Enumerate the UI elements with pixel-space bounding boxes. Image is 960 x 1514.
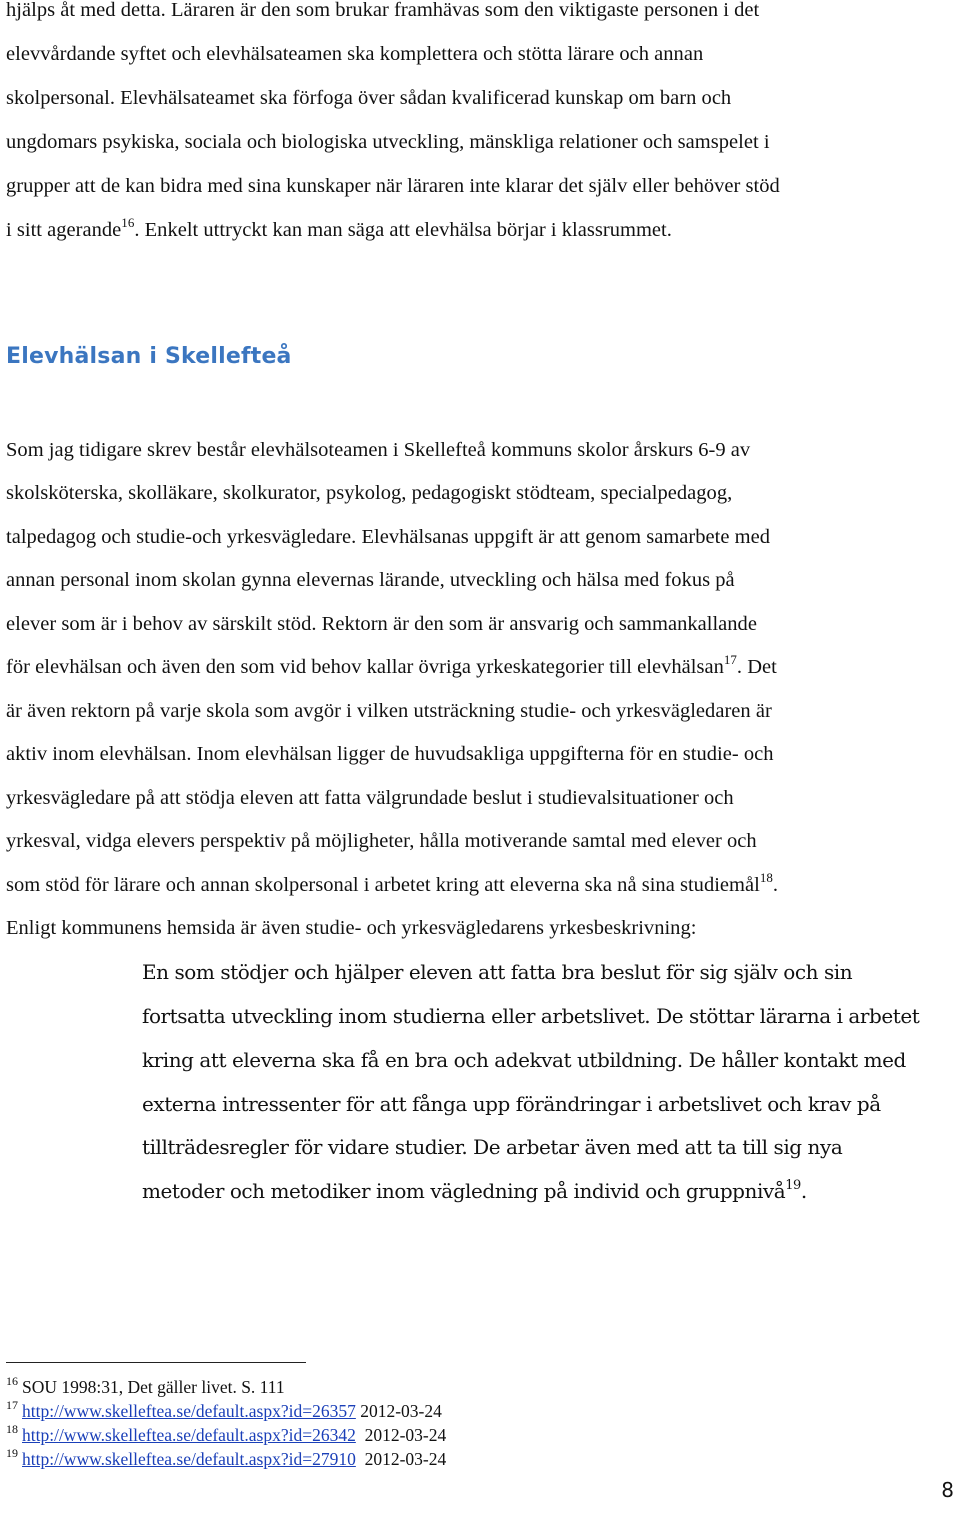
- footnote-ref: 16: [121, 215, 135, 230]
- quote-text: .: [800, 1179, 807, 1203]
- quote-line: [142, 1177, 807, 1205]
- footnote: [6, 1376, 285, 1398]
- footnote-link[interactable]: http://www.skelleftea.se/default.aspx?id=27910: [22, 1449, 356, 1469]
- body-line: yrkesval, vidga elevers perspektiv på möjligheter, hålla motiverande samtal med elever och: [6, 830, 757, 852]
- body-line: elevvårdande syftet och elevhälsateamen ska komplettera och stötta lärare och annan: [6, 43, 704, 65]
- footnote-separator: [6, 1362, 306, 1363]
- body-line: [6, 653, 777, 681]
- footnote-date: 2012-03-24: [355, 1449, 447, 1469]
- body-line: skolsköterska, skolläkare, skolkurator, psykolog, pedagogiskt stödteam, specialpedagog,: [6, 482, 733, 504]
- body-line: talpedagog och studie-och yrkesvägledare. Elevhälsanas uppgift är att genom samarbete med: [6, 526, 770, 548]
- body-line: aktiv inom elevhälsan. Inom elevhälsan ligger de huvudsakliga uppgifterna för en studie- och: [6, 743, 774, 765]
- body-line: Enligt kommunens hemsida är även studie- och yrkesvägledarens yrkesbeskrivning:: [6, 917, 697, 939]
- footnote-date: 2012-03-24: [355, 1401, 442, 1421]
- footnote-ref: 19: [785, 1178, 801, 1193]
- footnote-link[interactable]: http://www.skelleftea.se/default.aspx?id=26342: [22, 1425, 356, 1445]
- body-line: Som jag tidigare skrev består elevhälsoteamen i Skellefteå kommuns skolor årskurs 6-9 av: [6, 439, 751, 461]
- footnote-ref: 17: [723, 652, 737, 667]
- body-line: [6, 216, 672, 244]
- body-text: . Enkelt uttryckt kan man säga att elevhälsa börjar i klassrummet.: [134, 219, 672, 241]
- footnote-date: 2012-03-24: [355, 1425, 447, 1445]
- footnote: [6, 1448, 446, 1470]
- quote-text: metoder och metodiker inom vägledning på individ och gruppnivå: [142, 1179, 786, 1203]
- quote-line: tillträdesregler för vidare studier. De arbetar även med att ta till sig nya: [142, 1135, 843, 1159]
- footnote: [6, 1424, 446, 1446]
- body-text: . Det: [736, 656, 777, 678]
- body-line: [6, 871, 778, 899]
- body-line: grupper att de kan bidra med sina kunskaper när läraren inte klarar det själv eller behöver stöd: [6, 175, 780, 197]
- body-line: är även rektorn på varje skola som avgör i vilken utsträckning studie- och yrkesvägledaren är: [6, 700, 772, 722]
- body-text: för elevhälsan och även den som vid behov kallar övriga yrkeskategorier till elevhälsan: [6, 656, 724, 678]
- footnote-number: 16: [6, 1374, 18, 1388]
- body-text: .: [772, 874, 779, 896]
- body-line: skolpersonal. Elevhälsateamet ska förfoga över sådan kvalificerad kunskap om barn och: [6, 87, 732, 109]
- footnote-text: SOU 1998:31, Det gäller livet. S. 111: [22, 1377, 285, 1397]
- quote-line: kring att eleverna ska få en bra och adekvat utbildning. De håller kontakt med: [142, 1048, 906, 1072]
- page-number: 8: [941, 1478, 954, 1502]
- body-line: ungdomars psykiska, sociala och biologiska utveckling, mänskliga relationer och samspelet i: [6, 131, 770, 153]
- body-line: annan personal inom skolan gynna elevernas lärande, utveckling och hälsa med fokus på: [6, 569, 735, 591]
- footnote-number: 18: [6, 1422, 18, 1436]
- footnote-link[interactable]: http://www.skelleftea.se/default.aspx?id=26357: [22, 1401, 356, 1421]
- quote-line: fortsatta utveckling inom studierna eller arbetslivet. De stöttar lärarna i arbetet: [142, 1004, 920, 1028]
- quote-line: En som stödjer och hjälper eleven att fatta bra beslut för sig själv och sin: [142, 960, 853, 984]
- footnote-number: 17: [6, 1398, 18, 1412]
- body-text: i sitt agerande: [6, 219, 122, 241]
- body-text: som stöd för lärare och annan skolpersonal i arbetet kring att eleverna ska nå sina studiemål: [6, 874, 760, 896]
- footnote: [6, 1400, 442, 1422]
- quote-line: externa intressenter för att fånga upp förändringar i arbetslivet och krav på: [142, 1092, 881, 1116]
- footnote-ref: 18: [759, 870, 773, 885]
- body-line: elever som är i behov av särskilt stöd. Rektorn är den som är ansvarig och sammankallande: [6, 613, 757, 635]
- section-heading: Elevhälsan i Skellefteå: [6, 344, 292, 369]
- body-line: hjälps åt med detta. Läraren är den som brukar framhävas som den viktigaste personen i det: [6, 0, 760, 21]
- footnote-number: 19: [6, 1446, 18, 1460]
- body-line: yrkesvägledare på att stödja eleven att fatta välgrundade beslut i studievalsituationer och: [6, 787, 734, 809]
